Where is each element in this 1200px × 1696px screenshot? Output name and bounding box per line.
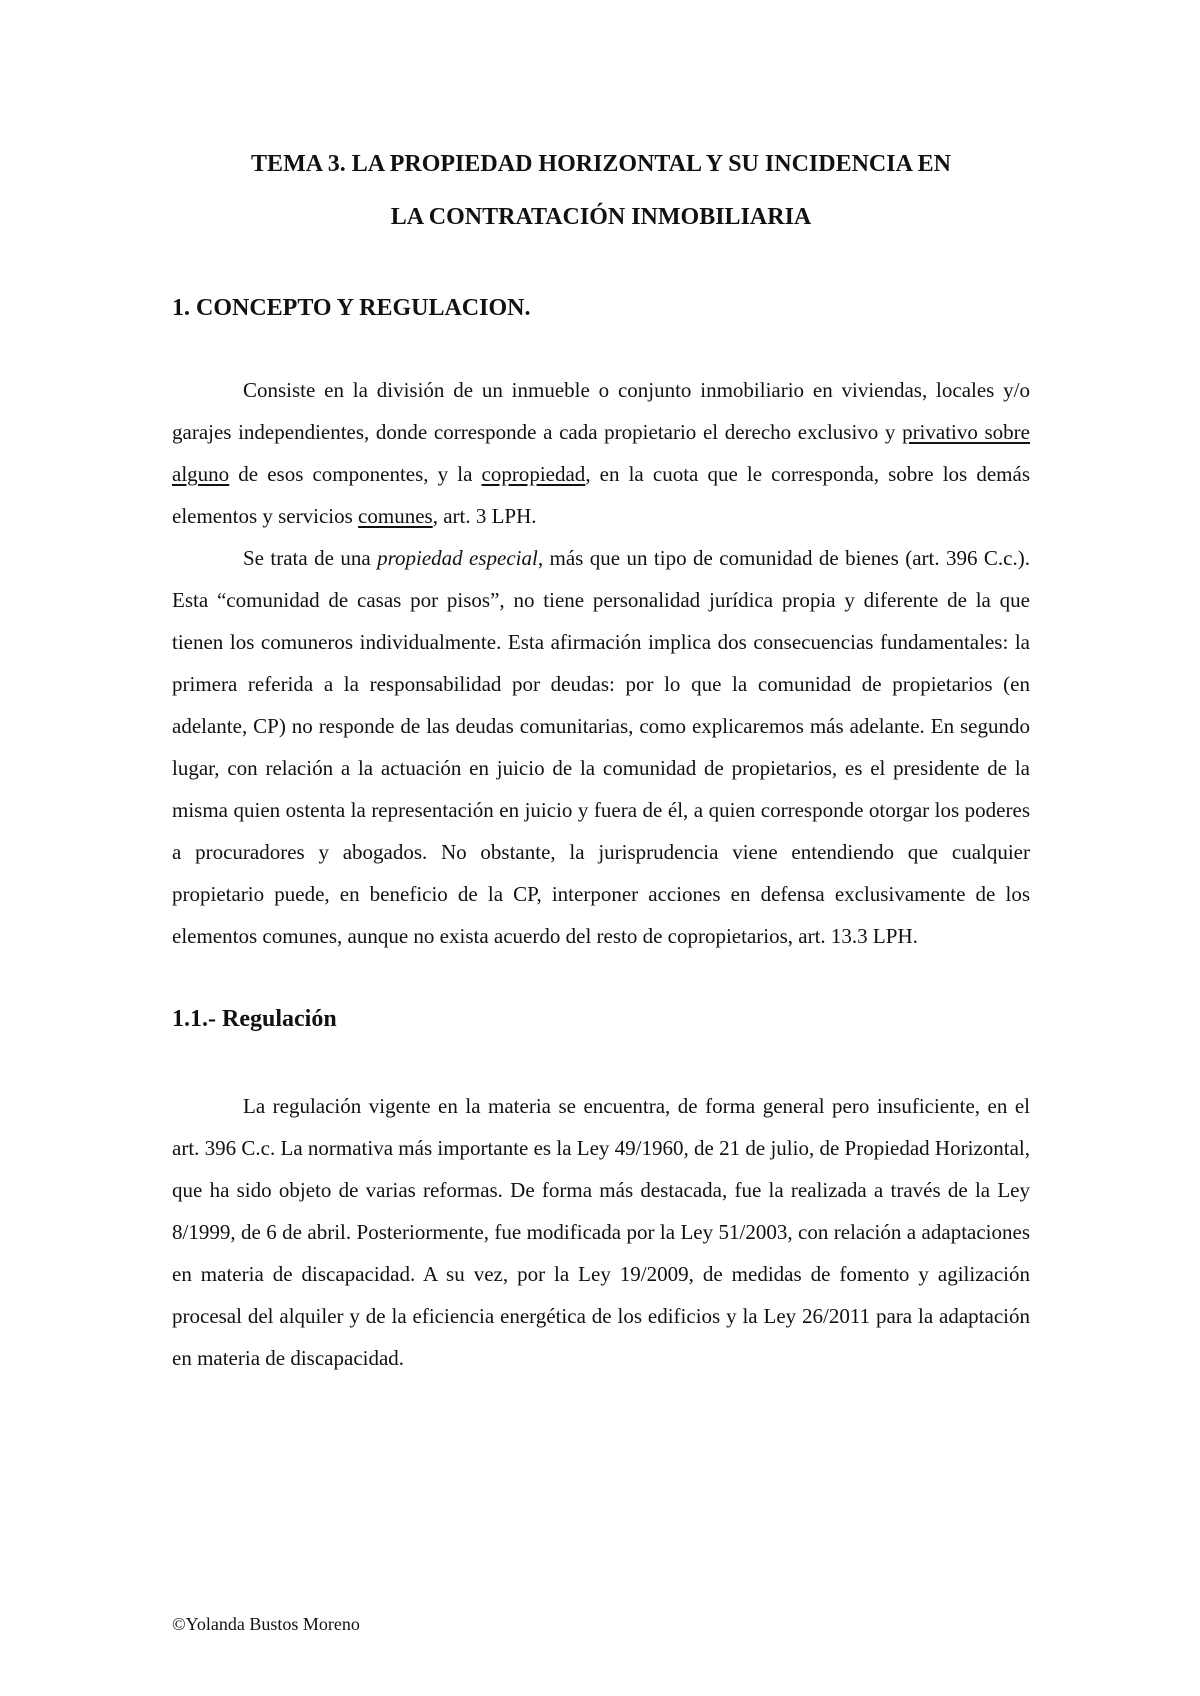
document-title-line-2: LA CONTRATACIÓN INMOBILIARIA [390, 204, 812, 230]
paragraph-concept-text-4: , art. 3 LPH. [432, 504, 537, 528]
subsection-heading: 1.1.- Regulación [172, 1006, 337, 1032]
paragraph-concept-text-1: Consiste en la división de un inmueble o conjunto inmobiliario en viviendas, locales y/o garajes independientes, donde corresponde a cada propietario el derecho exclusivo y [172, 378, 1030, 444]
underlined-text-comunes: comunes [358, 504, 433, 528]
paragraph-regulation: La regulación vigente en la materia se encuentra, de forma general pero insuficiente, en el art. 396 C.c. La normativa más importante es la Ley 49/1960, de 21 de julio, de Propiedad Horizontal, que ha sido objeto de varias reformas. De forma más destacada, fue la realizada a través de la Ley 8/1999, de 6 de abril. Posteriormente, fue modificada por la Ley 51/2003, con relación a adaptaciones en materia de discapacidad. A su vez, por la Ley 19/2009, de medidas de fomento y agilización procesal del alquiler y de la eficiencia energética de los edificios y la Ley 26/2011 para la adaptación en materia de discapacidad. [172, 1094, 1030, 1370]
paragraph-special-property [172, 537, 1030, 957]
paragraph-special-text-1: Se trata de una [243, 546, 378, 570]
paragraph-concept-text-2: de esos componentes, y la [229, 462, 482, 486]
emphasized-text-propiedad-especial: propiedad especial [377, 546, 538, 570]
paragraph-special-text-2: , más que un tipo de comunidad de bienes (art. 396 C.c.). Esta “comunidad de casas por pisos”, no tiene personalidad jurídica propia y diferente de la que tienen los comuneros individualmente. Esta afirmación implica dos consecuencias fundamentales: la primera referida a la responsabilidad por deudas: por lo que la comunidad de propietarios (en adelante, CP) no responde de las deudas comunitarias, como explicaremos más adelante. En segundo lugar, con relación a la actuación en juicio de la comunidad de propietarios, es el presidente de la misma quien ostenta la representación en juicio y fuera de él, a quien corresponde otorgar los poderes a procuradores y abogados. No obstante, la jurisprudencia viene entendiendo que cualquier propietario puede, en beneficio de la CP, interponer acciones en defensa exclusivamente de los elementos comunes, aunque no exista acuerdo del resto de copropietarios, art. 13.3 LPH. [172, 546, 1030, 948]
paragraph-concept-text-3: , en la cuota que le corresponda, sobre los demás elementos y servicios [172, 462, 1030, 528]
underlined-text-copropiedad: copropiedad [481, 462, 586, 486]
document-title [172, 138, 1030, 244]
document-body [172, 138, 1030, 1379]
underlined-text-privativo: privativo sobre alguno [172, 420, 1030, 486]
section-heading: 1. CONCEPTO Y REGULACION. [172, 295, 531, 321]
document-title-line-1: TEMA 3. LA PROPIEDAD HORIZONTAL Y SU INCIDENCIA EN [251, 151, 951, 177]
footer-copyright: ©Yolanda Bustos Moreno [172, 1614, 360, 1634]
paragraph-concept [172, 369, 1030, 537]
